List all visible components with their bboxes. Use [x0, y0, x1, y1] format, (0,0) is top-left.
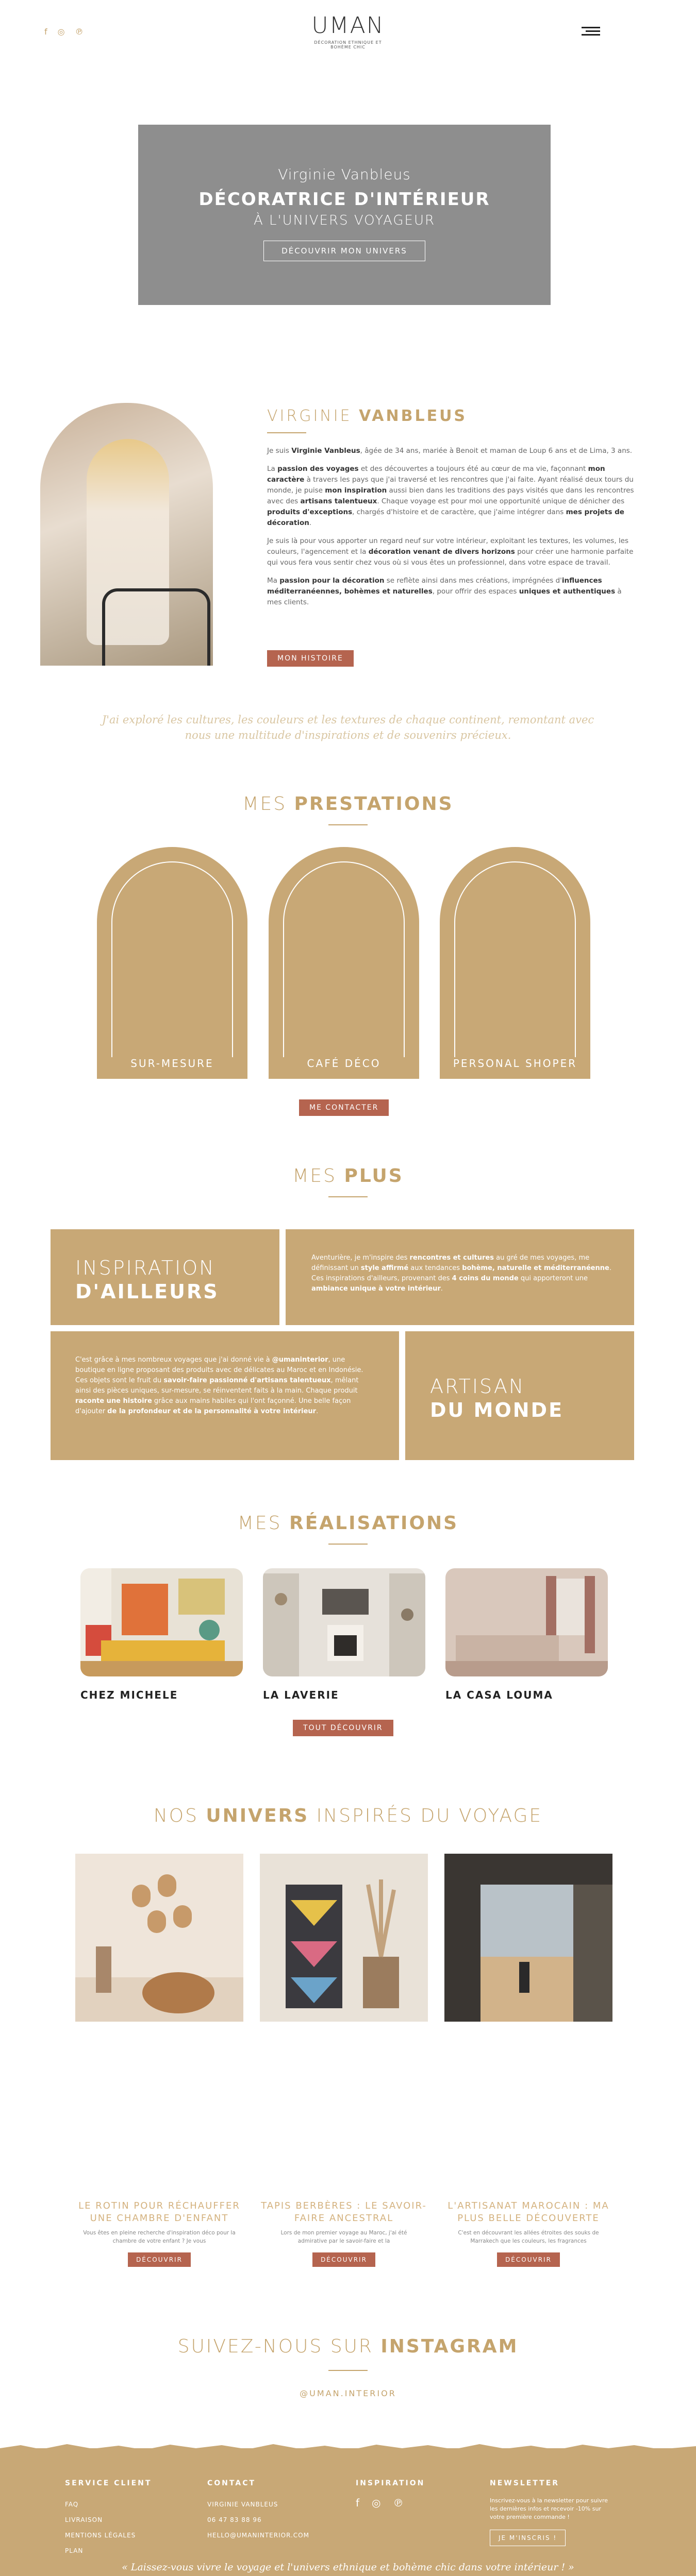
about-section [267, 407, 638, 615]
footer-service [65, 2479, 152, 2558]
hero-name: Virginie Vanbleus [278, 166, 411, 183]
univers-title: NOS UNIVERS INSPIRÉS DU VOYAGE [153, 1805, 543, 1826]
univers-discover-button[interactable]: DÉCOUVRIR [128, 2252, 191, 2267]
footer-link-livraison[interactable]: LIVRAISON [65, 2516, 103, 2523]
realisation-photo[interactable] [263, 1568, 425, 1676]
facebook-icon[interactable]: f [44, 27, 47, 37]
plus-title: MES PLUS [292, 1165, 404, 1187]
realisation-title: CHEZ MICHELE [80, 1689, 178, 1701]
prestation-label: CAFÉ DÉCO [307, 1057, 381, 1070]
footer-contact [207, 2479, 309, 2543]
univers-discover-button[interactable]: DÉCOUVRIR [497, 2252, 560, 2267]
berber-rug-photo[interactable] [260, 1854, 428, 2022]
plus-rule [328, 1196, 368, 1197]
footer-inspiration-title: INSPIRATION [356, 2479, 425, 2487]
pinterest-icon[interactable]: ℗ [393, 2497, 404, 2509]
hero-title: DÉCORATRICE D'INTÉRIEUR [198, 189, 490, 210]
inspiration-heading: INSPIRATION D'AILLEURS [75, 1257, 219, 1303]
header [0, 0, 696, 62]
arch-frame [283, 861, 405, 1057]
header-socials [44, 27, 84, 37]
footer-link-mentions[interactable]: MENTIONS LÉGALES [65, 2532, 136, 2539]
arch-frame [454, 861, 576, 1057]
realisation-photo[interactable] [445, 1568, 608, 1676]
portrait-chair [102, 588, 210, 666]
instagram-handle[interactable]: @UMAN.INTERIOR [300, 2388, 396, 2398]
about-paragraph-2: La passion des voyages et des découvertes a toujours été au cœur de ma vie, façonnant mon caractère à travers les pays que j'ai traversé et les rencontres que j'ai faite. Ayant réalisé deux tours du monde, je puise mon inspiration aussi bien dans les traditions des pays visités que dans les rencontres avec des artisans talentueux. Chaque voyage est pour moi une opportunité unique de dénicher des produits d'exceptions, chargés d'histoire et de caractère, que j'aime intégrer dans mes projets de décoration. [267, 465, 634, 527]
logo-text: UMAN [311, 12, 385, 39]
moroccan-craft-photo[interactable] [444, 1854, 612, 2022]
univers-card-title: TAPIS BERBÈRES : LE SAVOIR-FAIRE ANCESTRAL [261, 2200, 427, 2224]
inspiration-text: Aventurière, je m'inspire des rencontres et cultures au gré de mes voyages, me définissant un style affirmé aux tendances bohème, naturelle et méditerranéenne. Ces inspirations d'ailleurs, provenant des 4 coins du monde qui apporteront une ambiance unique à votre intérieur. [311, 1254, 611, 1293]
portrait-photo [40, 403, 213, 666]
footer-contact-title: CONTACT [207, 2479, 256, 2487]
univers-card-title: L'ARTISANAT MAROCAIN : MA PLUS BELLE DÉCOUVERTE [448, 2200, 609, 2224]
footer-socials [356, 2497, 425, 2509]
discover-universe-button[interactable]: DÉCOUVRIR MON UNIVERS [263, 241, 425, 261]
prestations-rule [328, 824, 368, 825]
artisan-text: C'est grâce à mes nombreux voyages que j'ai donné vie à @umaninterior, une boutique en ligne proposant des produits avec de délicates au Maroc et en Indonésie. Ces objets sont le fruit du savoir-faire passionné d'artisans talentueux, mêlant ainsi des pièces uniques, sur-mesure, se réinventent faits à la main. Chaque produit raconte une histoire grâce aux mains habiles qui l'ont façonné. Une belle façon d'ajouter de la profondeur et de la personnalité à votre intérieur. [75, 1356, 363, 1415]
instagram-title: SUIVEZ-NOUS SUR INSTAGRAM [177, 2336, 519, 2357]
discover-all-button[interactable]: TOUT DÉCOUVRIR [293, 1720, 393, 1736]
inspiration-panel [51, 1229, 279, 1325]
realisation-card-casa-louma[interactable] [445, 1568, 608, 1701]
arch-frame [111, 861, 233, 1057]
about-paragraph-3: Je suis là pour vous apporter un regard neuf sur votre intérieur, exploitant les textures, les volumes, les couleurs, l'agencement et la décoration venant de divers horizons pour créer une harmonie parfaite qui vous fera vous sentir chez vous où si vous êtes un professionnel, dans votre espace de travail. [267, 537, 634, 567]
travel-quote: J'ai exploré les cultures, les couleurs et les textures de chaque continent, remontant avec nous une multitude d'inspirations et de souvenirs précieux. [102, 714, 594, 741]
newsletter-text: Inscrivez-vous à la newsletter pour suivre les dernières infos et recevoir -10% sur votre première commande ! [490, 2497, 608, 2520]
univers-card-artisanat [444, 2200, 612, 2267]
footer-quote: « Laissez-vous vivre le voyage et l'univers ethnique et bohème chic dans votre intérieur ! » [122, 2562, 574, 2573]
logo-tagline: DÉCORATION ETHNIQUE ET BOHÈME CHIC [314, 40, 382, 49]
univers-card-text: Vous êtes en pleine recherche d'inspiration déco pour la chambre de votre enfant ? Je vous [83, 2230, 236, 2244]
facebook-icon[interactable]: f [356, 2497, 360, 2509]
prestation-label: SUR-MESURE [130, 1057, 214, 1070]
footer-inspiration [356, 2479, 425, 2509]
footer-link-plan[interactable]: PLAN [65, 2547, 84, 2554]
footer-newsletter-title: NEWSLETTER [490, 2479, 560, 2487]
my-story-button[interactable]: MON HISTOIRE [267, 650, 354, 667]
realisation-title: LA LAVERIE [263, 1689, 339, 1701]
prestation-card-personal-shopper[interactable] [440, 847, 590, 1079]
univers-card-text: C'est en découvrant les allées étroites des souks de Marrakech que les couleurs, les fragrances [458, 2230, 599, 2244]
about-rule [267, 432, 306, 433]
inspiration-text-panel [286, 1229, 634, 1325]
instagram-icon[interactable]: ◎ [372, 2497, 381, 2509]
realisations-title: MES RÉALISATIONS [237, 1513, 459, 1534]
univers-card-title: LE ROTIN POUR RÉCHAUFFER UNE CHAMBRE D'ENFANT [78, 2200, 240, 2224]
pinterest-icon[interactable]: ℗ [75, 27, 84, 37]
instagram-icon[interactable]: ◎ [57, 27, 65, 37]
hero-banner [138, 125, 551, 305]
footer-contact-phone[interactable]: 06 47 83 88 96 [207, 2516, 262, 2523]
artisan-heading: ARTISAN DU MONDE [430, 1375, 564, 1421]
footer-link-faq[interactable]: FAQ [65, 2501, 79, 2508]
about-paragraph-1: Je suis Virginie Vanbleus, âgée de 34 ans, mariée à Benoit et maman de Loup 6 ans et de Lima, 3 ans. [267, 447, 633, 455]
menu-icon[interactable] [582, 27, 600, 36]
prestations-title: MES PRESTATIONS [242, 793, 454, 815]
univers-discover-button[interactable]: DÉCOUVRIR [312, 2252, 375, 2267]
prestation-card-sur-mesure[interactable] [97, 847, 247, 1079]
prestation-label: PERSONAL SHOPER [453, 1057, 577, 1070]
realisations-rule [328, 1544, 368, 1545]
about-paragraph-4: Ma passion pour la décoration se reflète ainsi dans mes créations, imprégnées d'influences méditerranéennes, bohèmes et naturelles, pour offrir des espaces uniques et authentiques à mes clients. [267, 577, 622, 606]
logo[interactable] [304, 14, 392, 49]
contact-me-button[interactable]: ME CONTACTER [299, 1099, 389, 1116]
prestation-card-cafe-deco[interactable] [269, 847, 419, 1079]
footer-service-title: SERVICE CLIENT [65, 2479, 152, 2487]
footer-contact-name: VIRGINIE VANBLEUS [207, 2501, 278, 2508]
rattan-kids-photo[interactable] [75, 1854, 243, 2022]
univers-card-berber [260, 2200, 428, 2267]
realisation-card-laverie[interactable] [263, 1568, 425, 1701]
artisan-panel [405, 1331, 634, 1460]
univers-card-rattan [75, 2200, 243, 2267]
hero-subtitle: À L'UNIVERS VOYAGEUR [253, 213, 436, 228]
footer-contact-email[interactable]: HELLO@UMANINTERIOR.COM [207, 2532, 309, 2539]
univers-card-text: Lors de mon premier voyage au Maroc, j'ai été admirative par le savoir-faire et la [280, 2230, 407, 2244]
realisation-card-michele[interactable] [80, 1568, 243, 1701]
instagram-rule [328, 2370, 368, 2371]
realisation-title: LA CASA LOUMA [445, 1689, 553, 1701]
footer-newsletter [490, 2479, 614, 2546]
newsletter-subscribe-button[interactable]: JE M'INSCRIS ! [490, 2530, 566, 2546]
artisan-text-panel [51, 1331, 399, 1460]
realisation-photo[interactable] [80, 1568, 243, 1676]
about-heading: VIRGINIE VANBLEUS [267, 407, 468, 425]
